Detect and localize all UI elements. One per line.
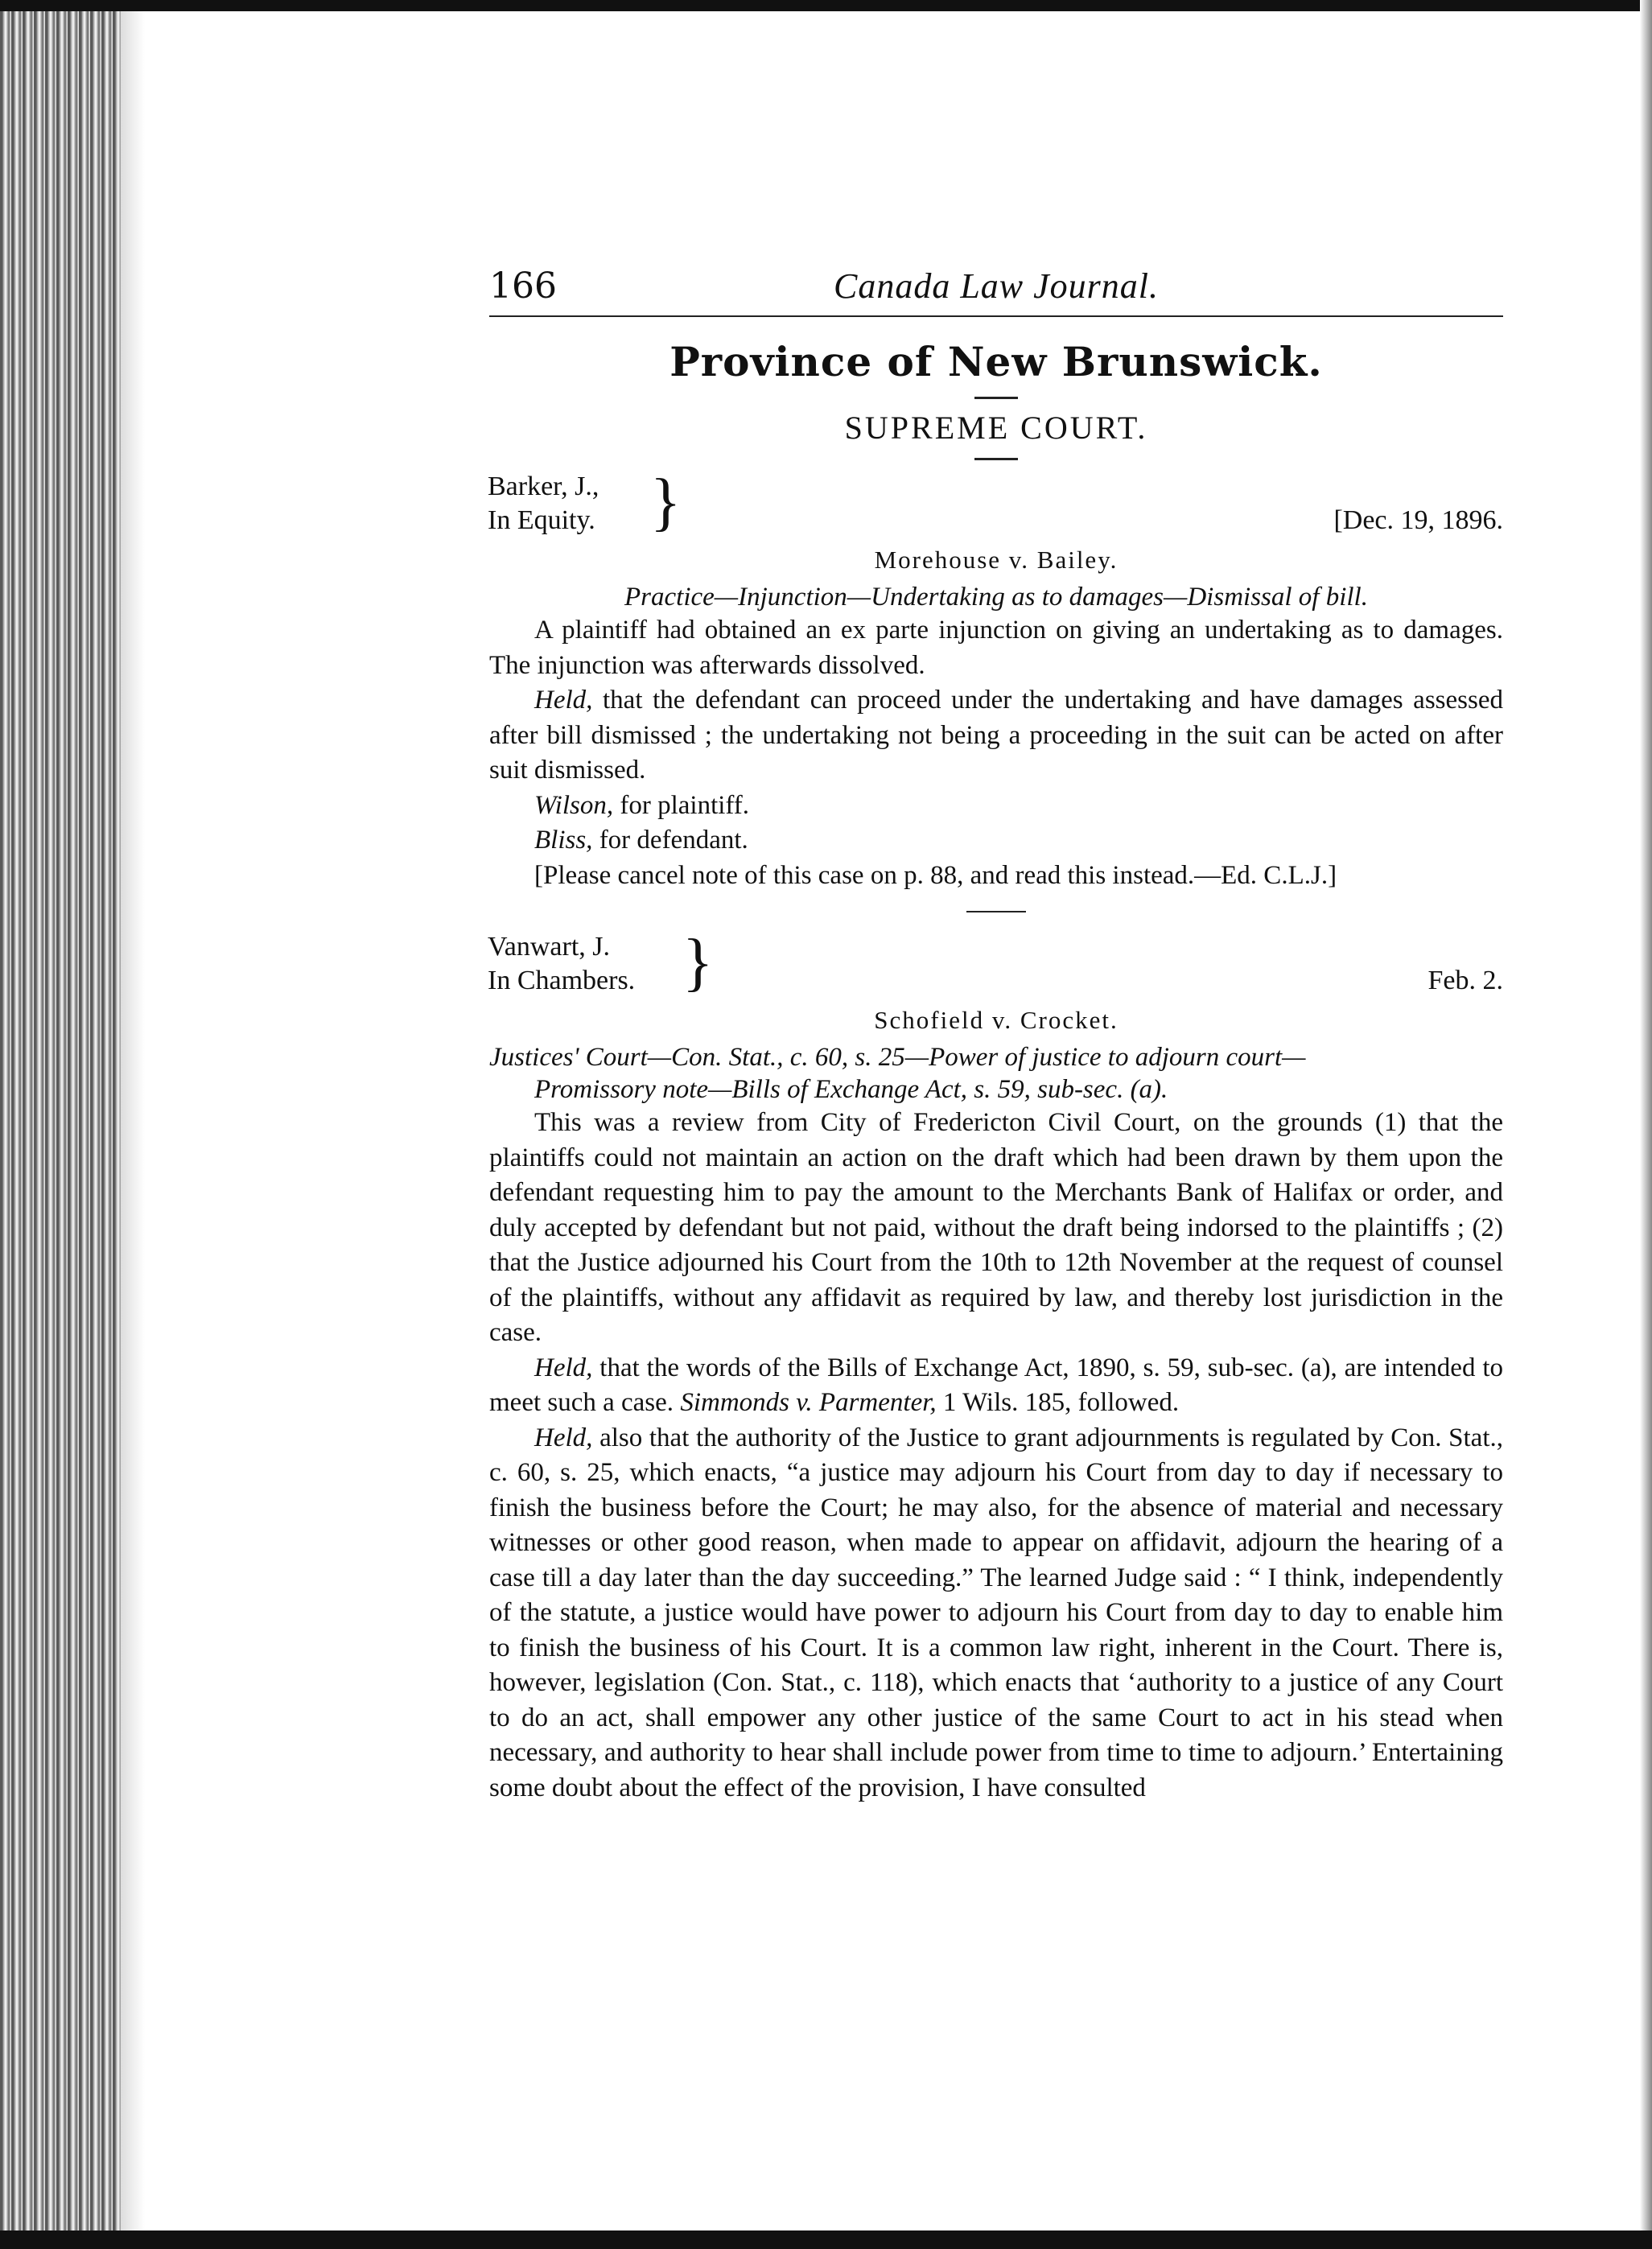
case1-header [488,467,1503,542]
divider-short [974,397,1018,399]
journal-title: Canada Law Journal. [833,266,1160,306]
case2-title: Schofield v. Crocket. [874,1006,1118,1034]
case-citation: Simmonds v. Parmenter, [680,1388,937,1417]
scan-binding-shadow [121,0,145,2249]
page-number: 166 [489,266,557,307]
case1-editor-note: [Please cancel note of this case on p. 88, and read this instead.—Ed. C.L.J.] [534,860,1337,890]
case1-judge: Barker, J., [488,472,599,501]
case2-date: Feb. 2. [1427,966,1503,995]
case2-held-2 [489,1421,1503,1806]
brace-icon: } [682,927,714,998]
case1-judge-block [488,470,599,538]
case1-paragraph: A plaintiff had obtained an ex parte injunction on giving an undertaking as to damages. The injunction was afterwards dissolved. [489,616,1503,680]
case2-header [488,927,1503,1003]
case1-jurisdiction: In Equity. [488,505,595,535]
held-label: Held, [534,1353,593,1382]
journal-page [489,257,1503,1806]
divider-short [974,458,1018,460]
scan-bottom-edge [0,2230,1652,2249]
case1-title: Morehouse v. Bailey. [874,546,1118,574]
case1-date: [Dec. 19, 1896. [1333,505,1503,535]
scan-right-edge [1640,0,1652,2249]
case2-held-1 [489,1351,1503,1421]
counsel-role: for defendant. [592,826,748,855]
case2-paragraph: This was a review from City of Fredericton Civil Court, on the grounds (1) that the plaintiffs could not maintain an action on the draft which had been drawn by them upon the defendant requesting him to pay the amount to the Merchants Bank of Halifax or order, and duly accepted by defendant but not paid, without the draft being indorsed to the plaintiffs ; (2) that the Justice adjourned his Court from the 10th to 12th November at the request of counsel of the plaintiffs, without any affidavit as required by law, and thereby lost jurisdiction in the case. [489,1108,1503,1347]
case1-held [489,683,1503,789]
case2-judge: Vanwart, J. [488,932,611,962]
held-text: that the words of the Bills of Exchange Act, 1890, s. 59, sub-sec. (a), are intended to meet such a case. [489,1353,1503,1417]
case1-counsel-defendant [489,823,1503,859]
case2-headnote [489,1041,1503,1106]
case2-jurisdiction: In Chambers. [488,966,636,995]
scan-binding-edge [0,0,121,2249]
case2-headnote-line1: Justices' Court—Con. Stat., c. 60, s. 25—Power of justice to adjourn court— [489,1043,1306,1072]
scan-top-edge [0,0,1652,11]
case1-counsel-plaintiff [489,789,1503,824]
province-heading: Province of New Brunswick. [669,338,1323,385]
held-text: that the defendant can proceed under the undertaking and have damages assessed after bill dismissed ; the undertaking not being a proceeding in the suit can be acted on after suit dismissed. [489,686,1503,785]
running-header [489,257,1503,317]
case1-headnote: Practice—Injunction—Undertaking as to damages—Dismissal of bill. [624,583,1368,612]
held-text: 1 Wils. 185, followed. [936,1388,1180,1417]
held-label: Held, [534,1423,593,1452]
case2-headnote-line2: Promissory note—Bills of Exchange Act, s. 59, sub-sec. (a). [534,1075,1168,1104]
counsel-name: Bliss, [534,826,593,855]
held-label: Held, [534,686,593,715]
held-text: also that the authority of the Justice to grant adjournments is regulated by Con. Stat., c. 60, s. 25, which enacts, “a justice may adjourn his Court from day to day if necessary to finish the business before the Court; he may also, for the absence of material and necessary witnesses or other good reason, when made to appear on affidavit, adjourn the hearing of a case till a day later than the day succeeding.” The learned Judge said : “ I think, independently of the statute, a justice would have power to adjourn his Court from day to day to enable him to finish the business of his Court. It is a common law right, inherent in the Court. There is, however, legislation (Con. Stat., c. 118), which enacts that ‘authority to a justice of any Court to do an act, shall empower any other justice of the same Court to act in his stead when necessary, and authority to hear shall include power from time to time to adjourn.’ Entertaining some doubt about the effect of the provision, I have consulted [489,1423,1503,1802]
court-heading: SUPREME COURT. [844,410,1148,446]
brace-icon: } [650,467,682,538]
counsel-name: Wilson, [534,790,614,820]
case2-judge-block [488,930,635,998]
counsel-role: for plaintiff. [613,790,750,820]
case-separator [966,911,1026,912]
